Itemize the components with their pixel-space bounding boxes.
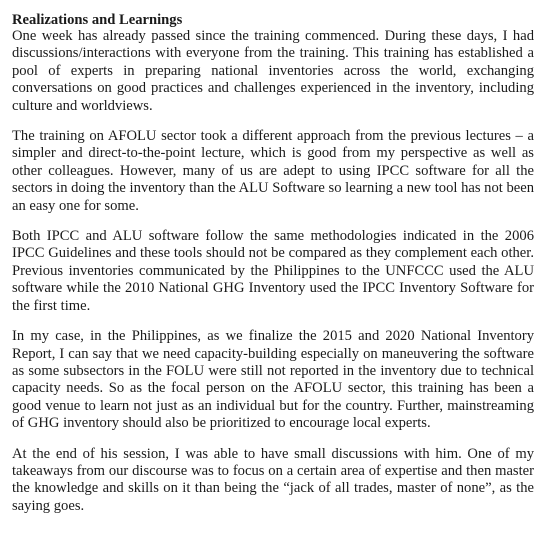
paragraph-philippines-case: In my case, in the Philippines, as we finalize the 2015 and 2020 National Inventory Report, I can say that we need capacity-building especially on maneuvering the software as some subsectors in the FOLU were still not reported in the inventory due to technical capacity needs. So as the focal person on the AFOLU sector, this training has been a good venue to learn not just as an individual but for the country. Further, mainstreaming of GHG inventory should also be prioritized to encourage local experts. [12,328,534,432]
paragraph-training-overview: One week has already passed since the training commenced. During these days, I had discussions/interactions with everyone from the training. This training has established a pool of experts in preparing national inventories across the world, exchanging conversations on good practices and challenges experienced in the inventory, including culture and worldviews. [12,28,534,114]
section-heading: Realizations and Learnings [12,12,183,28]
paragraph-ipcc-alu-software: Both IPCC and ALU software follow the same methodologies indicated in the 2006 IPCC Guidelines and these tools should not be compared as they complement each other. Previous inventories communicated by the Philippines to the UNFCCC used the ALU software while the 2010 National GHG Inventory used the IPCC Inventory Software for the first time. [12,228,534,314]
paragraph-session-takeaways: At the end of his session, I was able to have small discussions with him. One of my takeaways from our discourse was to focus on a certain area of expertise and then master the knowledge and skills on it than being the “jack of all trades, master of none”, as the saying goes. [12,445,534,514]
paragraph-afolu-approach: The training on AFOLU sector took a different approach from the previous lectures – a simpler and direct-to-the-point lecture, which is good from my perspective as well as other colleagues. However, many of us are adept to using IPCC software for all the sectors in doing the inventory than the ALU Software so learning a new tool has not been an easy one for some. [12,128,535,214]
